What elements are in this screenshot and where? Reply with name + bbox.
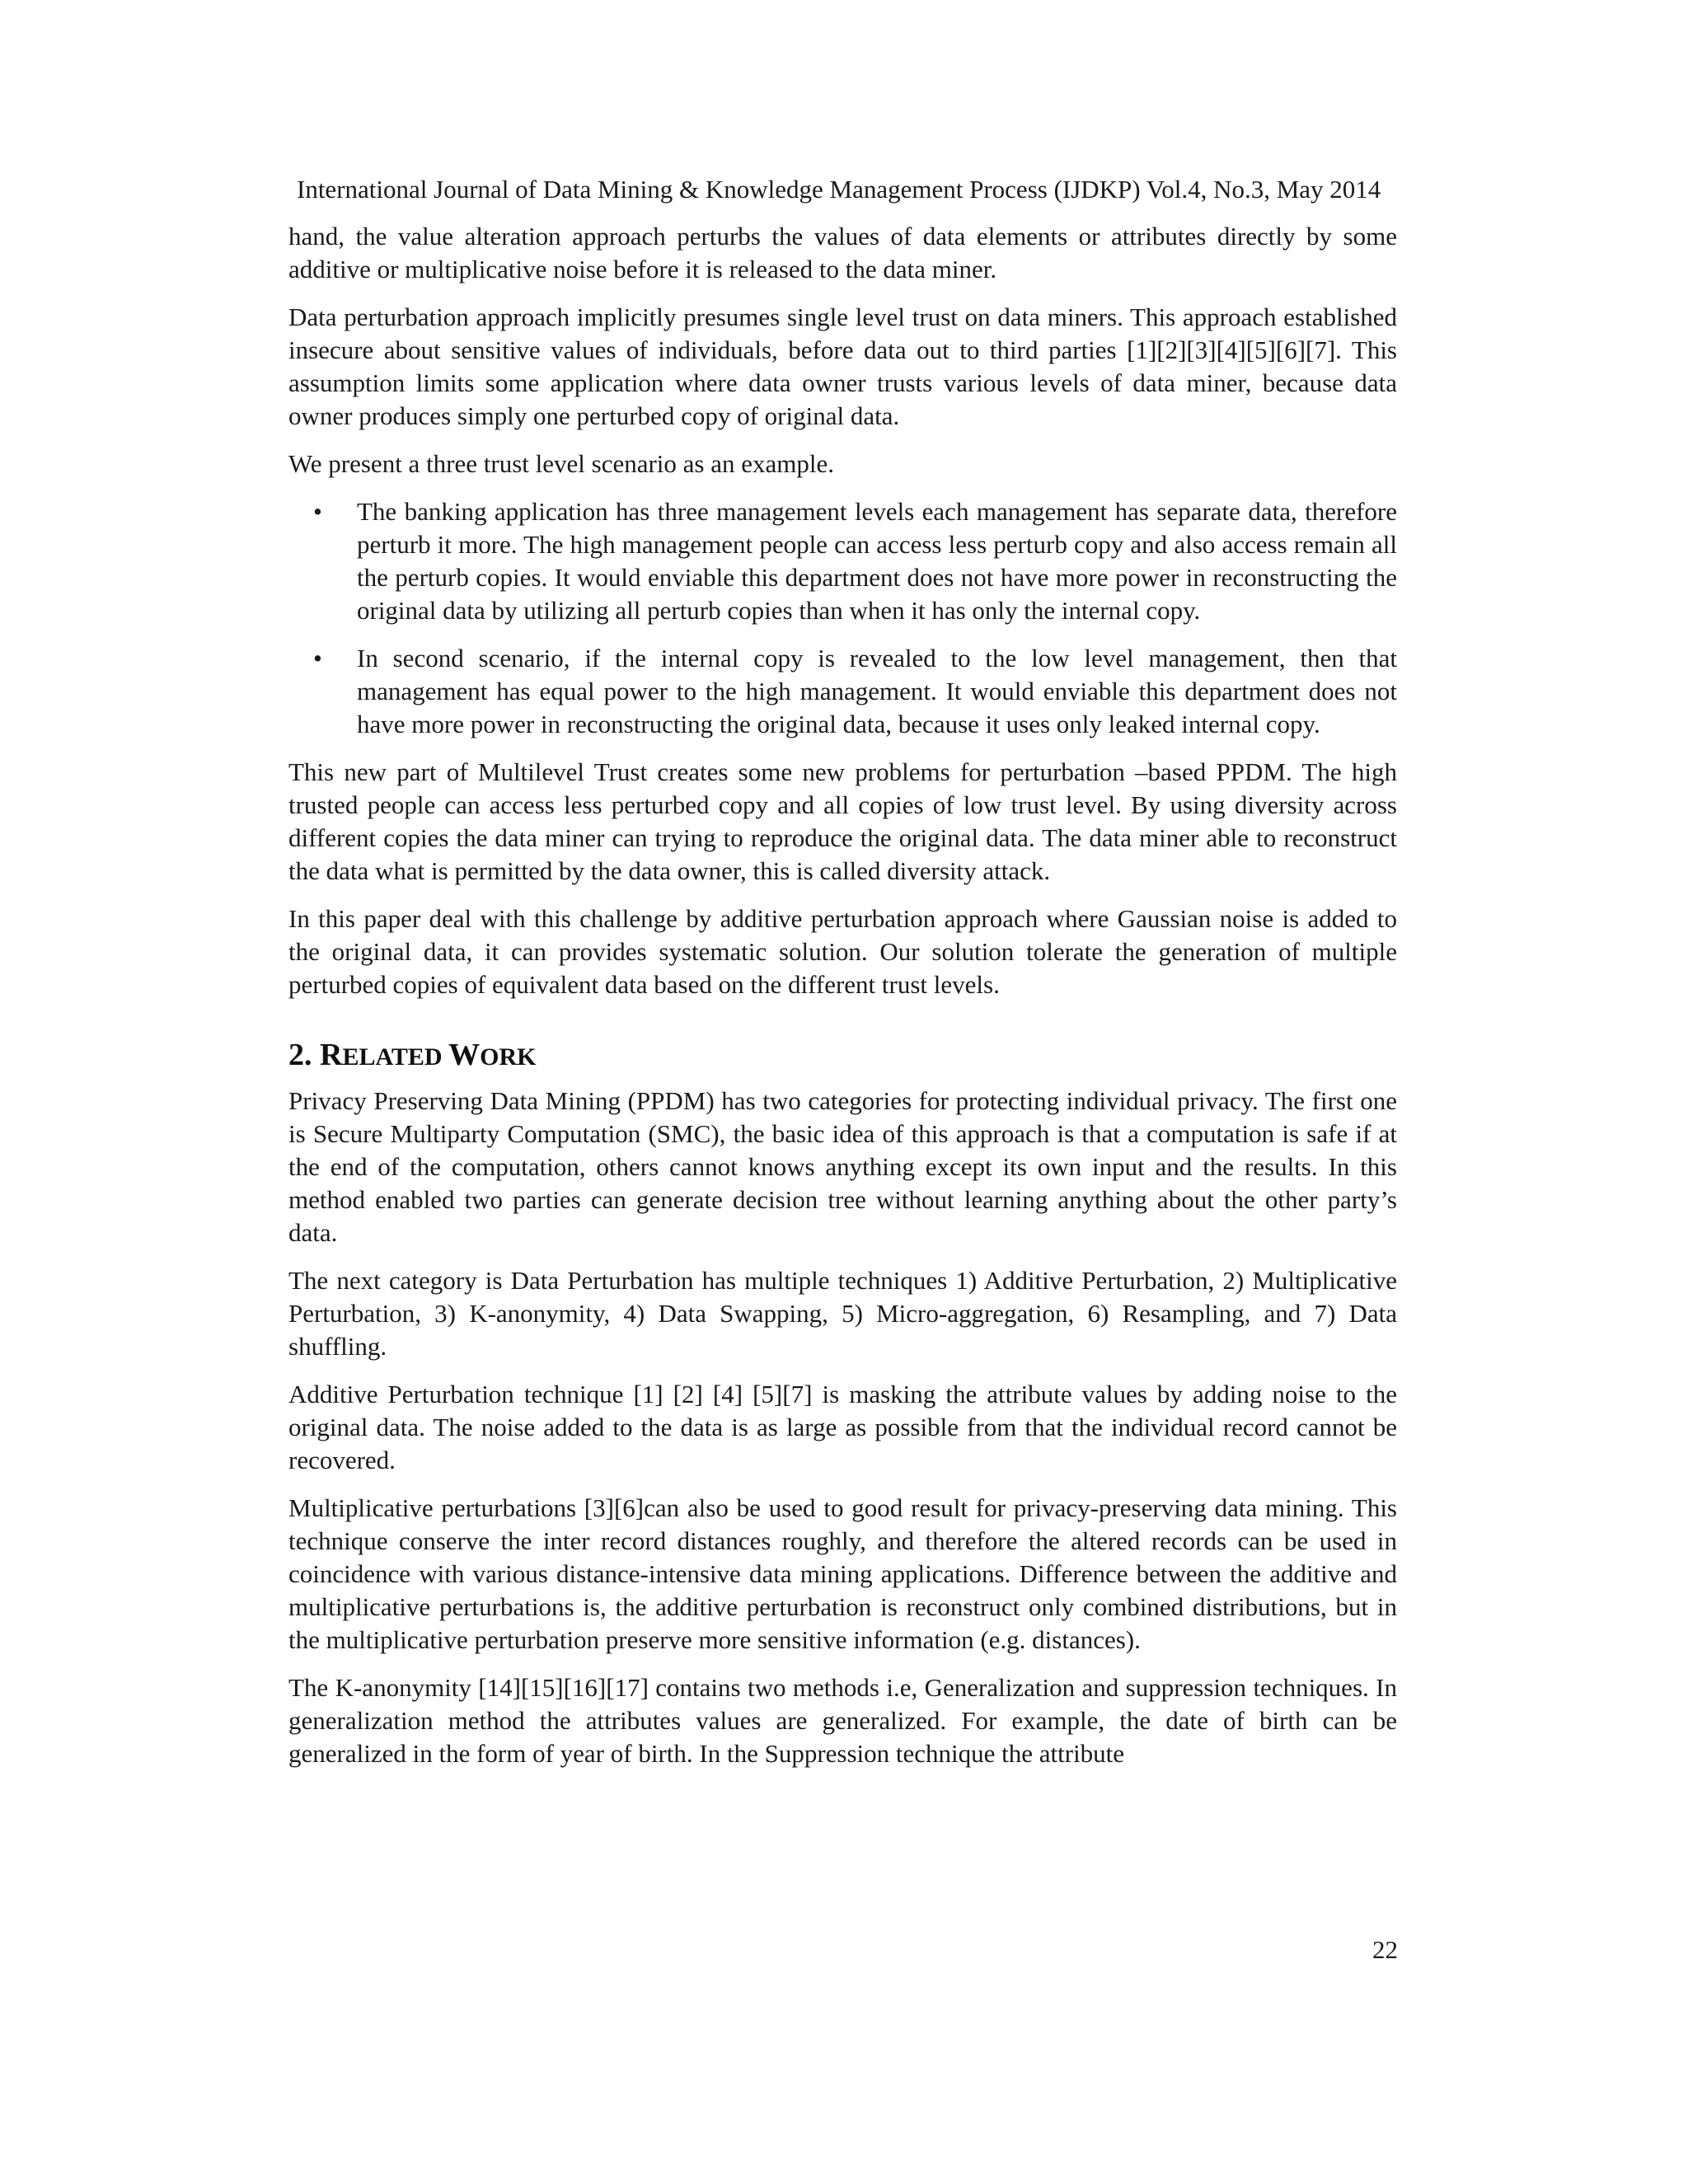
paragraph-intro-continuation: hand, the value alteration approach perturbs the values of data elements or attributes directly by some additive or multiplicative noise before it is released to the data miner. xyxy=(288,222,1397,284)
page-content xyxy=(288,220,1397,1770)
paragraph-perturbation-techniques: The next category is Data Perturbation has multiple techniques 1) Additive Perturbation, 2) Multiplicative Perturbation, 3) K-anonymity, 4) Data Swapping, 5) Micro-aggregation, 6) Resampling, and 7) Data shuffling. xyxy=(288,1266,1397,1361)
paragraph-additive-perturbation: Additive Perturbation technique [1] [2] [4] [5][7] is masking the attribute values by adding noise to the original data. The noise added to the data is as large as possible from that the individual record cannot be recovered. xyxy=(288,1380,1397,1474)
section-title-cap-1: R xyxy=(320,1038,343,1072)
section-title-rest-2: ORK xyxy=(480,1043,537,1071)
scenario-list xyxy=(288,495,1397,741)
section-title-rest-1: ELATED xyxy=(342,1043,449,1071)
bullet-icon: • xyxy=(313,644,322,673)
paragraph-ppdm-categories: Privacy Preserving Data Mining (PPDM) has two categories for protecting individual privacy. The first one is Secure Multiparty Computation (SMC), the basic idea of this approach is that a computation is safe if at the end of the computation, others cannot knows anything except its own input and the results. In this method enabled two parties can generate decision tree without learning anything about the other party’s data. xyxy=(288,1086,1397,1247)
paragraph-data-perturbation: Data perturbation approach implicitly presumes single level trust on data miners. This approach established insecure about sensitive values of individuals, before data out to third parties [1][2][3][4][5][6][7]. This assumption limits some application where data owner trusts various levels of data miner, because data owner produces simply one perturbed copy of original data. xyxy=(288,302,1397,430)
page-number: 22 xyxy=(1372,1935,1398,1964)
section-number: 2. xyxy=(288,1038,320,1072)
paragraph-multiplicative-perturbation: Multiplicative perturbations [3][6]can also be used to good result for privacy-preserving data mining. This technique conserve the inter record distances roughly, and therefore the altered records can be used in coincidence with various distance-intensive data mining applications. Difference between the additive and multiplicative perturbations is, the additive perturbation is reconstruct only combined distributions, but in the multiplicative perturbation preserve more sensitive information (e.g. distances). xyxy=(288,1493,1397,1654)
section-heading-related-work xyxy=(288,1036,1397,1076)
list-item xyxy=(288,495,1397,627)
paragraph-scenario-intro: We present a three trust level scenario as an example. xyxy=(288,449,834,478)
list-item-text: In second scenario, if the internal copy is revealed to the low level management, then that management has equal power to the high management. It would enviable this department does not have more power in reconstructing the original data, because it uses only leaked internal copy. xyxy=(357,644,1397,738)
running-header: International Journal of Data Mining & Knowledge Management Process (IJDKP) Vol.4, No.3, May 2014 xyxy=(297,175,1381,204)
bullet-icon: • xyxy=(313,497,322,526)
section-title-cap-2: W xyxy=(448,1038,481,1072)
paragraph-multilevel-trust: This new part of Multilevel Trust creates some new problems for perturbation –based PPDM. The high trusted people can access less perturbed copy and all copies of low trust level. By using diversity across different copies the data miner can trying to reproduce the original data. The data miner able to reconstruct the data what is permitted by the data owner, this is called diversity attack. xyxy=(288,757,1397,885)
list-item-text: The banking application has three management levels each management has separate data, therefore perturb it more. The high management people can access less perturb copy and also access remain all the perturb copies. It would enviable this department does not have more power in reconstructing the original data by utilizing all perturb copies than when it has only the internal copy. xyxy=(357,497,1397,625)
list-item xyxy=(288,642,1397,741)
paragraph-k-anonymity: The K-anonymity [14][15][16][17] contains two methods i.e, Generalization and suppression techniques. In generalization method the attributes values are generalized. For example, the date of birth can be generalized in the form of year of birth. In the Suppression technique the attribute xyxy=(288,1673,1397,1768)
paragraph-paper-approach: In this paper deal with this challenge by additive perturbation approach where Gaussian noise is added to the original data, it can provides systematic solution. Our solution tolerate the generation of multiple perturbed copies of equivalent data based on the different trust levels. xyxy=(288,904,1397,999)
